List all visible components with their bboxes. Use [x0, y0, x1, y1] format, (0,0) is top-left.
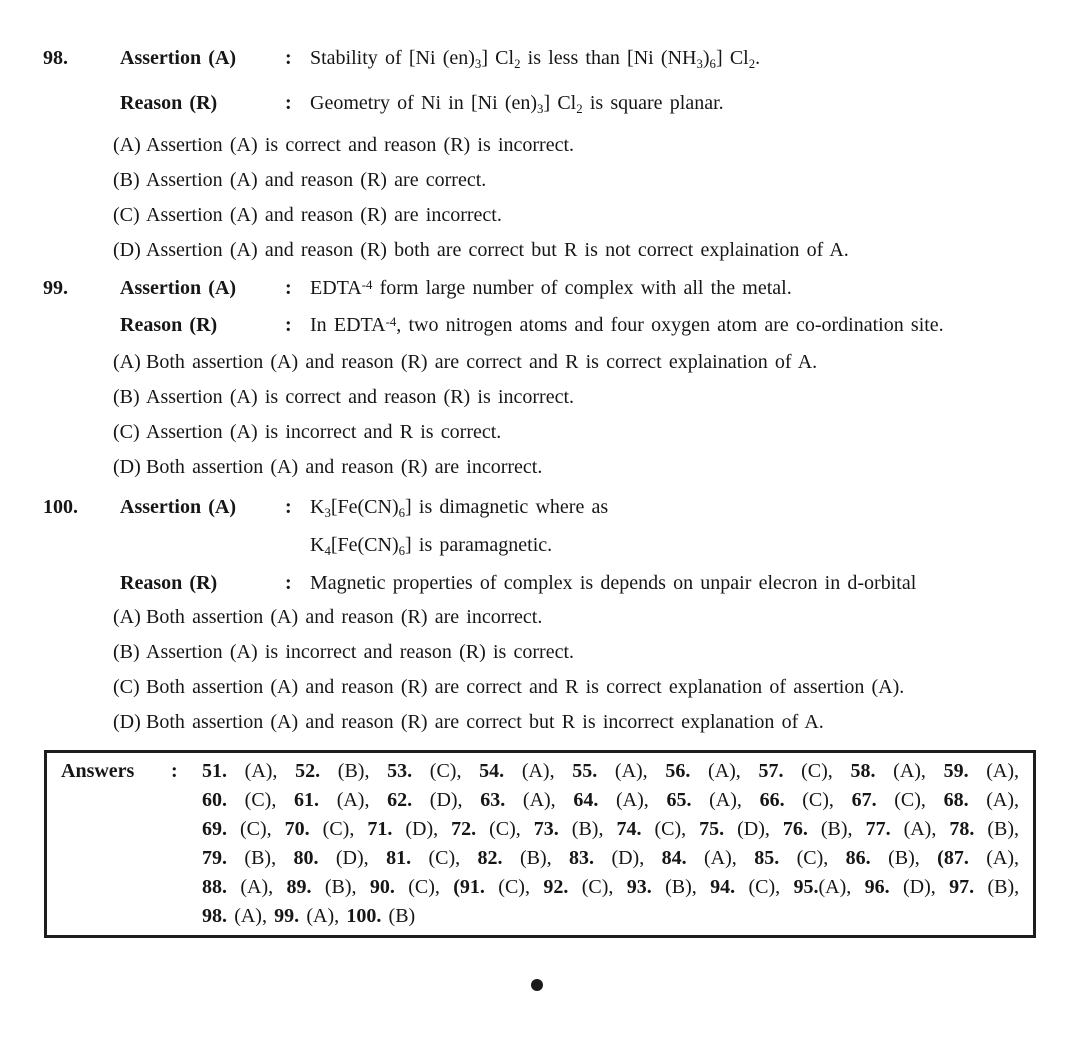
reason-row [43, 313, 1060, 337]
option-text: Both assertion (A) and reason (R) are correct but R is incorrect explanation of A. [146, 711, 824, 733]
option-text: Assertion (A) and reason (R) both are correct but R is not correct explaination of A. [146, 239, 849, 261]
option-d [113, 455, 1060, 479]
answers-line: 88. (A), 89. (B), 90. (C), (91. (C), 92. (C), 93. (B), 94. (C), 95.(A), 96. (D), 97. (B), [202, 876, 1020, 898]
option-letter: (A) [113, 134, 141, 156]
colon: : [285, 277, 292, 299]
option-d [113, 238, 1060, 262]
option-c [113, 203, 1060, 227]
answers-line: 51. (A), 52. (B), 53. (C), 54. (A), 55. (A), 56. (A), 57. (C), 58. (A), 59. (A), [202, 760, 1020, 782]
option-letter: (B) [113, 641, 140, 663]
option-text: Both assertion (A) and reason (R) are incorrect. [146, 456, 543, 478]
reason-label: Reason (R) [120, 92, 218, 114]
answers-box [44, 750, 1036, 938]
option-text: Both assertion (A) and reason (R) are correct and R is correct explanation of assertion (A). [146, 676, 905, 698]
assertion-row [43, 495, 1060, 519]
option-letter: (A) [113, 606, 141, 628]
assertion-continuation-row [43, 533, 1060, 557]
assertion-text: $K_3[Fe(CN)_6]$ is dimagnetic where as [310, 496, 609, 520]
spacer [43, 91, 120, 115]
question-number: 98. [43, 47, 68, 69]
assertion-label: Assertion (A) [120, 277, 237, 299]
assertion-text-line2: $K_4[Fe(CN)_6]$ is paramagnetic. [310, 534, 553, 558]
option-c [113, 420, 1060, 444]
assertion-label: Assertion (A) [120, 47, 237, 69]
answers-line: 69. (C), 70. (C), 71. (D), 72. (C), 73. (B), 74. (C), 75. (D), 76. (B), 77. (A), 78. (B), [202, 818, 1019, 840]
page-footer-dot [531, 979, 543, 991]
spacer [120, 533, 285, 557]
reason-text: In $EDTA^{-4}$, two nitrogen atoms and four oxygen atom are co-ordination site. [310, 314, 944, 336]
option-letter: (D) [113, 711, 141, 733]
option-a [113, 605, 1060, 629]
option-text: Assertion (A) is incorrect and reason (R) is correct. [146, 641, 575, 663]
option-letter: (D) [113, 456, 141, 478]
colon: : [285, 92, 292, 114]
option-text: Assertion (A) and reason (R) are incorrect. [146, 204, 502, 226]
question-number: 100. [43, 496, 78, 518]
reason-label: Reason (R) [120, 572, 218, 594]
option-b [113, 640, 1060, 664]
answers-lines [202, 757, 1019, 931]
option-text: Assertion (A) and reason (R) are correct. [146, 169, 487, 191]
option-a [113, 133, 1060, 157]
assertion-row [43, 46, 1060, 70]
option-text: Assertion (A) is incorrect and R is correct. [146, 421, 502, 443]
option-text: Assertion (A) is correct and reason (R) is incorrect. [146, 386, 575, 408]
answers-line: 79. (B), 80. (D), 81. (C), 82. (B), 83. (D), 84. (A), 85. (C), 86. (B), (87. (A), [202, 847, 1019, 869]
colon: : [285, 314, 292, 336]
answers-colon: : [171, 760, 178, 782]
spacer [43, 533, 120, 557]
assertion-label: Assertion (A) [120, 496, 237, 518]
spacer [285, 533, 310, 557]
colon: : [285, 572, 292, 594]
option-b [113, 168, 1060, 192]
assertion-row [43, 276, 1060, 300]
option-text: Assertion (A) is correct and reason (R) is incorrect. [146, 134, 575, 156]
question-98 [43, 46, 1060, 262]
answers-line: 98. (A), 99. (A), 100. (B) [202, 905, 416, 927]
question-100 [43, 495, 1060, 734]
option-c [113, 675, 1060, 699]
option-letter: (C) [113, 204, 140, 226]
option-letter: (B) [113, 386, 140, 408]
option-d [113, 710, 1060, 734]
colon: : [285, 47, 292, 69]
option-text: Both assertion (A) and reason (R) are correct and R is correct explaination of A. [146, 351, 818, 373]
option-letter: (A) [113, 351, 141, 373]
reason-text: Magnetic properties of complex is depends on unpair elecron in d-orbital [310, 572, 917, 594]
option-letter: (C) [113, 676, 140, 698]
spacer [43, 571, 120, 595]
option-letter: (B) [113, 169, 140, 191]
assertion-text: $EDTA^{-4}$ form large number of complex with all the metal. [310, 277, 792, 299]
spacer [43, 313, 120, 337]
reason-label: Reason (R) [120, 314, 218, 336]
option-letter: (C) [113, 421, 140, 443]
option-letter: (D) [113, 239, 141, 261]
reason-row [43, 91, 1060, 115]
question-number: 99. [43, 277, 68, 299]
reason-text: Geometry of Ni in [Ni $(en)_3$] $Cl_2$ is square planar. [310, 92, 724, 116]
assertion-text: Stability of [Ni $(en)_3$] $Cl_2$ is less than [Ni $(NH_3)_6$] $Cl_2$. [310, 47, 761, 71]
answers-label: Answers [61, 760, 135, 782]
option-text: Both assertion (A) and reason (R) are incorrect. [146, 606, 543, 628]
option-b [113, 385, 1060, 409]
colon: : [285, 496, 292, 518]
reason-row [43, 571, 1060, 595]
answers-line: 60. (C), 61. (A), 62. (D), 63. (A), 64. (A), 65. (A), 66. (C), 67. (C), 68. (A), [202, 789, 1020, 811]
option-a [113, 350, 1060, 374]
question-99 [43, 276, 1060, 479]
